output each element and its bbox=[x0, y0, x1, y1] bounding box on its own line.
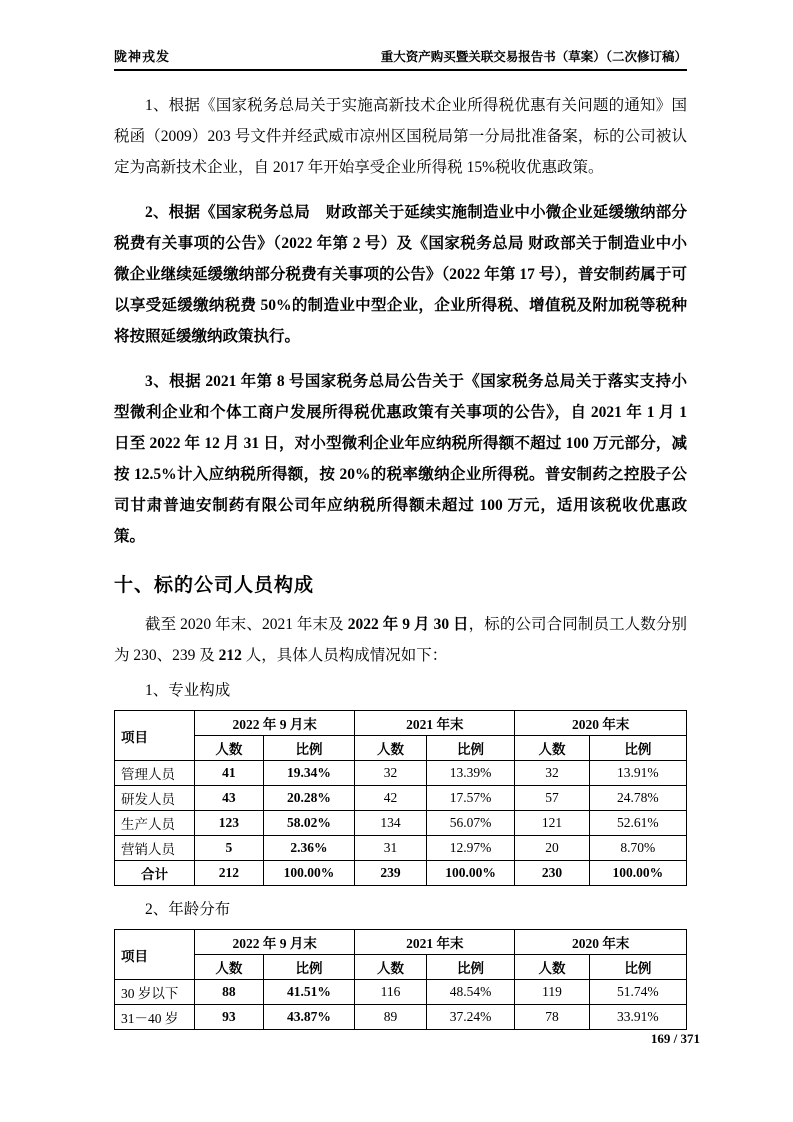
table-subheader-row bbox=[115, 736, 687, 761]
table-cell: 17.57% bbox=[426, 786, 515, 811]
table-cell: 230 bbox=[515, 861, 589, 886]
table-cell: 5 bbox=[195, 836, 264, 861]
table-cell: 13.39% bbox=[426, 761, 515, 786]
table-cell: 20 bbox=[515, 836, 589, 861]
intro-text-segment-bold-date: 2022 年 9 月 30 日 bbox=[347, 616, 469, 633]
table-row-total bbox=[115, 861, 687, 886]
table-cell: 56.07% bbox=[426, 811, 515, 836]
intro-text-segment: 人，具体人员构成情况如下： bbox=[241, 647, 448, 664]
table-cell: 116 bbox=[355, 980, 427, 1005]
table-header-item: 项目 bbox=[115, 930, 195, 980]
table-cell: 营销人员 bbox=[115, 836, 195, 861]
table-subheader-count: 人数 bbox=[195, 955, 264, 980]
page-content bbox=[114, 78, 687, 1030]
table-subheader-row bbox=[115, 955, 687, 980]
table-subheader-ratio: 比例 bbox=[263, 736, 355, 761]
table-subheader-count: 人数 bbox=[195, 736, 264, 761]
table-cell: 33.91% bbox=[589, 1005, 686, 1030]
table-cell: 32 bbox=[355, 761, 427, 786]
table-caption-age: 2、年龄分布 bbox=[145, 901, 231, 918]
table-cell: 30 岁以下 bbox=[115, 980, 195, 1005]
table-cell: 2.36% bbox=[263, 836, 355, 861]
table-cell: 20.28% bbox=[263, 786, 355, 811]
table-cell: 合计 bbox=[115, 861, 195, 886]
table-cell: 19.34% bbox=[263, 761, 355, 786]
age-distribution-table bbox=[114, 929, 687, 1030]
table-cell: 37.24% bbox=[426, 1005, 515, 1030]
table-header-period-2020: 2020 年末 bbox=[515, 711, 687, 736]
table-header-period-2021: 2021 年末 bbox=[355, 930, 515, 955]
table-cell: 123 bbox=[195, 811, 264, 836]
table-cell: 48.54% bbox=[426, 980, 515, 1005]
table-subheader-ratio: 比例 bbox=[426, 955, 515, 980]
table-header-period-2022: 2022 年 9 月末 bbox=[195, 930, 355, 955]
table-row bbox=[115, 761, 687, 786]
table-cell: 31－40 岁 bbox=[115, 1005, 195, 1030]
table-cell: 100.00% bbox=[426, 861, 515, 886]
table-cell: 43.87% bbox=[263, 1005, 355, 1030]
paragraph-tax-policy-1: 1、根据《国家税务总局关于实施高新技术企业所得税优惠有关问题的通知》国税函（2009）203 号文件并经武威市凉州区国税局第一分局批准备案，标的公司被认定为高新技术企业，自 2017 年开始享受企业所得税 15%税收优惠政策。 bbox=[114, 97, 687, 176]
table-cell: 43 bbox=[195, 786, 264, 811]
table-cell: 42 bbox=[355, 786, 427, 811]
table-cell: 生产人员 bbox=[115, 811, 195, 836]
table-header-row bbox=[115, 711, 687, 736]
table-cell: 8.70% bbox=[589, 836, 686, 861]
table-cell: 134 bbox=[355, 811, 427, 836]
table-cell: 58.02% bbox=[263, 811, 355, 836]
table-cell: 31 bbox=[355, 836, 427, 861]
table-cell: 100.00% bbox=[263, 861, 355, 886]
table-caption-professional: 1、专业构成 bbox=[145, 682, 231, 699]
table-cell: 119 bbox=[515, 980, 589, 1005]
professional-composition-table bbox=[114, 710, 687, 886]
table-subheader-count: 人数 bbox=[355, 955, 427, 980]
page-header bbox=[114, 46, 687, 71]
intro-text-segment: ，标的公司合同制员工人数分别为 230、239 及 bbox=[114, 616, 687, 664]
table-header-row bbox=[115, 930, 687, 955]
section-heading-personnel: 十、标的公司人员构成 bbox=[114, 575, 315, 596]
personnel-intro-paragraph bbox=[114, 609, 687, 671]
page-number: 169 / 371 bbox=[650, 1031, 700, 1046]
table-cell: 239 bbox=[355, 861, 427, 886]
table-row bbox=[115, 1005, 687, 1030]
intro-text-segment: 截至 2020 年末、2021 年末及 bbox=[145, 616, 348, 633]
table-cell: 121 bbox=[515, 811, 589, 836]
table-cell: 51.74% bbox=[589, 980, 686, 1005]
table-cell: 89 bbox=[355, 1005, 427, 1030]
table-subheader-ratio: 比例 bbox=[589, 955, 686, 980]
table-cell: 24.78% bbox=[589, 786, 686, 811]
table-cell: 12.97% bbox=[426, 836, 515, 861]
table-cell: 管理人员 bbox=[115, 761, 195, 786]
table-cell: 78 bbox=[515, 1005, 589, 1030]
table-cell: 41.51% bbox=[263, 980, 355, 1005]
table-row bbox=[115, 786, 687, 811]
table-cell: 32 bbox=[515, 761, 589, 786]
table-header-period-2022: 2022 年 9 月末 bbox=[195, 711, 355, 736]
header-company-name: 陇神戎发 bbox=[114, 49, 171, 64]
table-header-period-2021: 2021 年末 bbox=[355, 711, 515, 736]
table-row bbox=[115, 811, 687, 836]
table-cell: 100.00% bbox=[589, 861, 686, 886]
paragraph-tax-policy-2: 2、根据《国家税务总局 财政部关于延续实施制造业中小微企业延缓缴纳部分税费有关事项的公告》（2022 年第 2 号）及《国家税务总局 财政部关于制造业中小微企业继续延缓缴纳部分税费有关事项的公告》（2022 年第 17 号），普安制药属于可以享受延缓缴纳税费 50%的制造业中型企业，企业所得税、增值税及附加税等税种将按照延缓缴纳政策执行。 bbox=[114, 204, 687, 345]
table-header-period-2020: 2020 年末 bbox=[515, 930, 687, 955]
table-cell: 93 bbox=[195, 1005, 264, 1030]
table-subheader-ratio: 比例 bbox=[589, 736, 686, 761]
paragraph-tax-policy-3: 3、根据 2021 年第 8 号国家税务总局公告关于《国家税务总局关于落实支持小型微利企业和个体工商户发展所得税优惠政策有关事项的公告》，自 2021 年 1 月 1 日至 2022 年 12 月 31 日，对小型微利企业年应纳税所得额不超过 100 万元部分，减按 12.5%计入应纳税所得额，按 20%的税率缴纳企业所得税。普安制药之控股子公司甘肃普迪安制药有限公司年应纳税所得额未超过 100 万元，适用该税收优惠政策。 bbox=[114, 373, 687, 545]
table-cell: 41 bbox=[195, 761, 264, 786]
table-subheader-count: 人数 bbox=[515, 736, 589, 761]
table-cell: 88 bbox=[195, 980, 264, 1005]
table-subheader-ratio: 比例 bbox=[263, 955, 355, 980]
table-row bbox=[115, 836, 687, 861]
table-subheader-ratio: 比例 bbox=[426, 736, 515, 761]
table-cell: 57 bbox=[515, 786, 589, 811]
table-subheader-count: 人数 bbox=[355, 736, 427, 761]
table-cell: 212 bbox=[195, 861, 264, 886]
table-subheader-count: 人数 bbox=[515, 955, 589, 980]
table-cell: 13.91% bbox=[589, 761, 686, 786]
intro-text-segment-bold-count: 212 bbox=[218, 647, 242, 664]
header-document-title: 重大资产购买暨关联交易报告书（草案）（二次修订稿） bbox=[380, 50, 687, 64]
table-row bbox=[115, 980, 687, 1005]
table-cell: 52.61% bbox=[589, 811, 686, 836]
table-cell: 研发人员 bbox=[115, 786, 195, 811]
table-header-item: 项目 bbox=[115, 711, 195, 761]
